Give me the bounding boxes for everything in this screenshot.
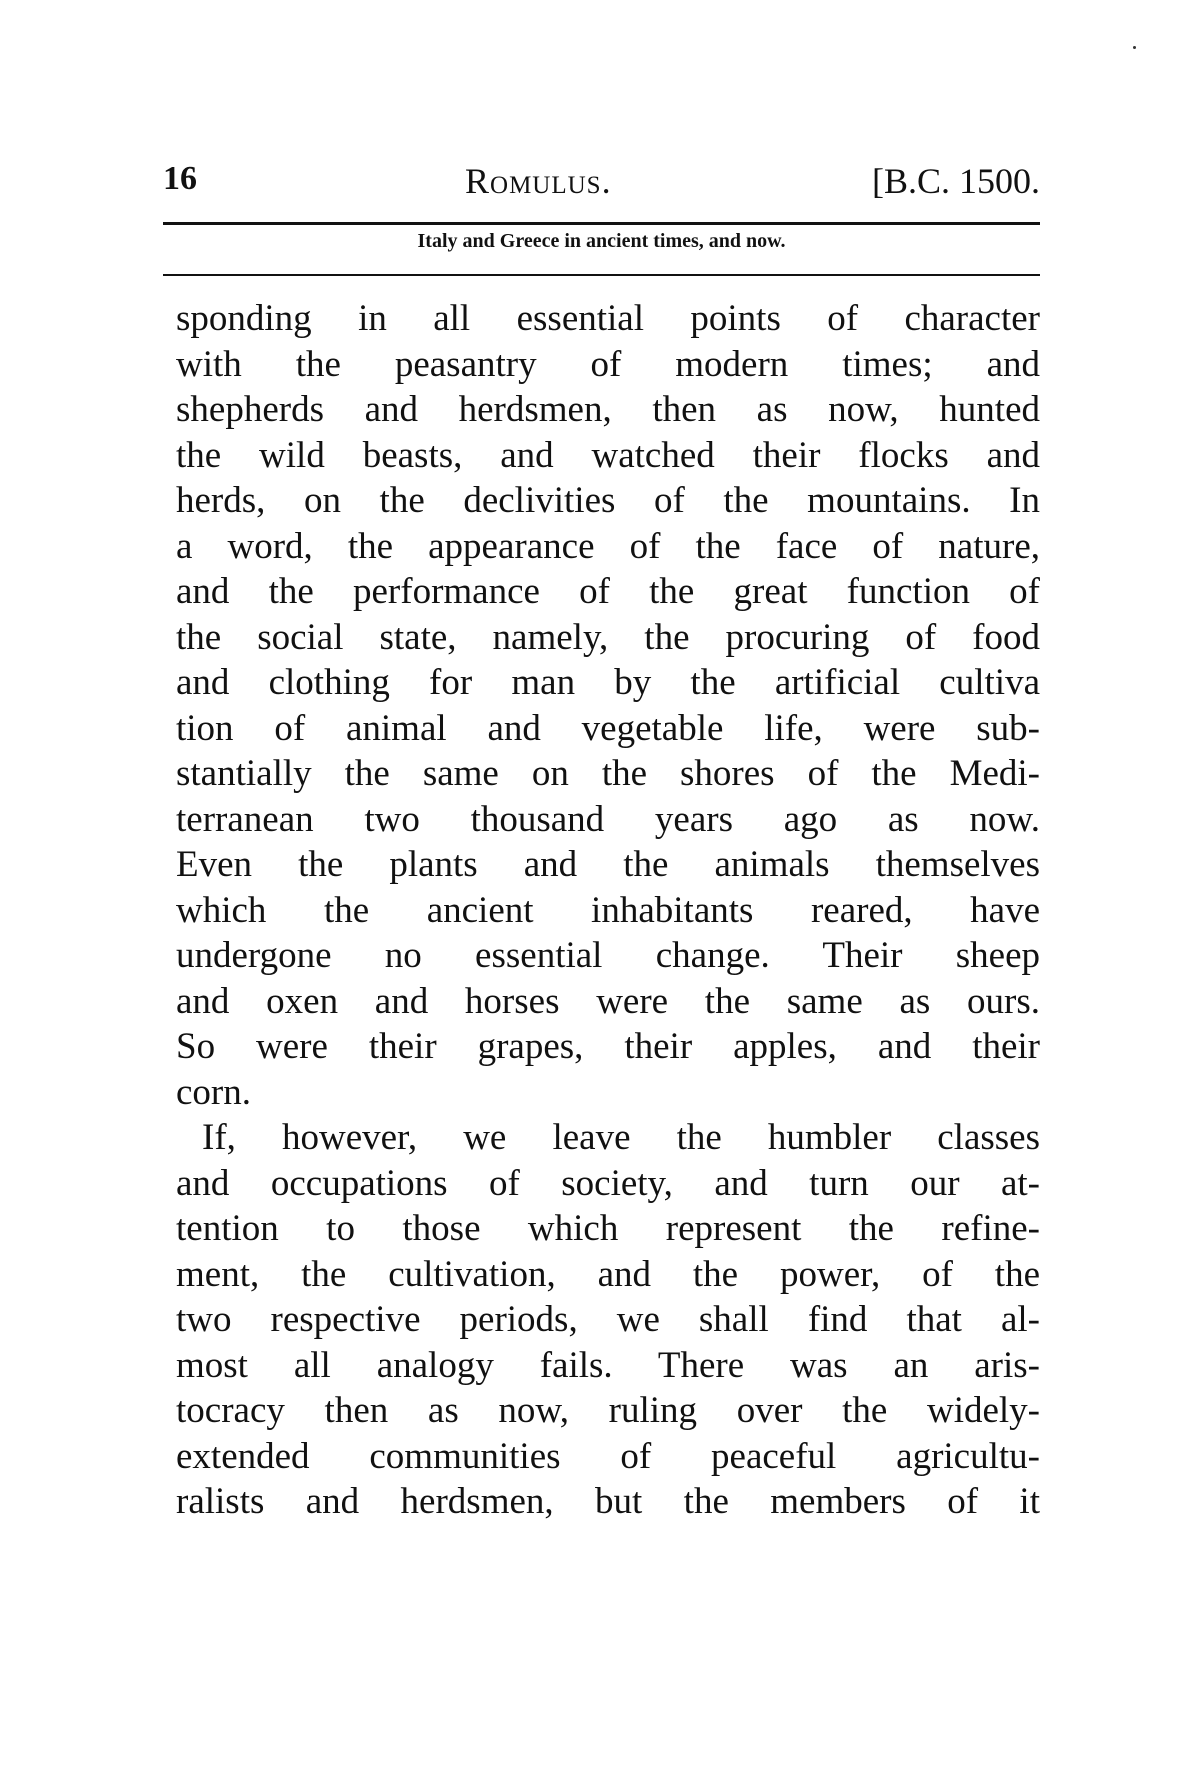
- section-subtitle: Italy and Greece in ancient times, and now.: [417, 230, 786, 252]
- paragraph-1: [176, 296, 1040, 1115]
- date-reference: [B.C. 1500.: [871, 161, 1040, 201]
- text-line: and occupations of society, and turn our at-: [176, 1162, 1040, 1204]
- text-line: the social state, namely, the procuring of food: [176, 616, 1040, 658]
- text-line: which the ancient inhabitants reared, have: [176, 889, 1040, 931]
- header-rule-bottom: [163, 274, 1040, 276]
- text-line: and the performance of the great function of: [176, 571, 1040, 612]
- scan-speck: [1133, 46, 1136, 49]
- header-rule-top: [163, 222, 1040, 225]
- text-line: stantially the same on the shores of the Medi-: [176, 753, 1040, 794]
- text-line: tention to those which represent the refine-: [176, 1208, 1040, 1249]
- text-line: undergone no essential change. Their sheep: [176, 935, 1040, 976]
- text-line: two respective periods, we shall find that al-: [176, 1299, 1040, 1340]
- running-title: Romulus.: [465, 161, 612, 201]
- text-line: and oxen and horses were the same as ours.: [176, 980, 1040, 1022]
- body-text: [176, 296, 1040, 1525]
- text-line: So were their grapes, their apples, and their: [176, 1026, 1040, 1067]
- text-line: If, however, we leave the humbler classes: [202, 1117, 1040, 1158]
- text-line: extended communities of peaceful agricultu-: [176, 1435, 1040, 1477]
- text-line: tocracy then as now, ruling over the widely-: [176, 1390, 1040, 1431]
- page-number: 16: [163, 160, 197, 197]
- text-line: most all analogy fails. There was an aris-: [176, 1344, 1040, 1386]
- text-line: Even the plants and the animals themselves: [176, 844, 1040, 885]
- text-line: with the peasantry of modern times; and: [176, 343, 1040, 385]
- paragraph-2: [176, 1115, 1040, 1525]
- text-line: the wild beasts, and watched their flocks and: [176, 434, 1040, 476]
- text-line: a word, the appearance of the face of nature,: [176, 525, 1040, 567]
- text-line: shepherds and herdsmen, then as now, hunted: [176, 389, 1040, 430]
- text-line: corn.: [176, 1071, 251, 1113]
- text-line: tion of animal and vegetable life, were sub-: [176, 707, 1040, 749]
- page-header: [163, 160, 1040, 210]
- text-line: terranean two thousand years ago as now.: [176, 798, 1040, 840]
- text-line: sponding in all essential points of character: [176, 298, 1040, 339]
- text-line: and clothing for man by the artificial cultiva: [176, 662, 1040, 703]
- text-line: ment, the cultivation, and the power, of the: [176, 1253, 1040, 1295]
- text-line: ralists and herdsmen, but the members of it: [176, 1481, 1040, 1522]
- text-line: herds, on the declivities of the mountains. In: [176, 480, 1040, 521]
